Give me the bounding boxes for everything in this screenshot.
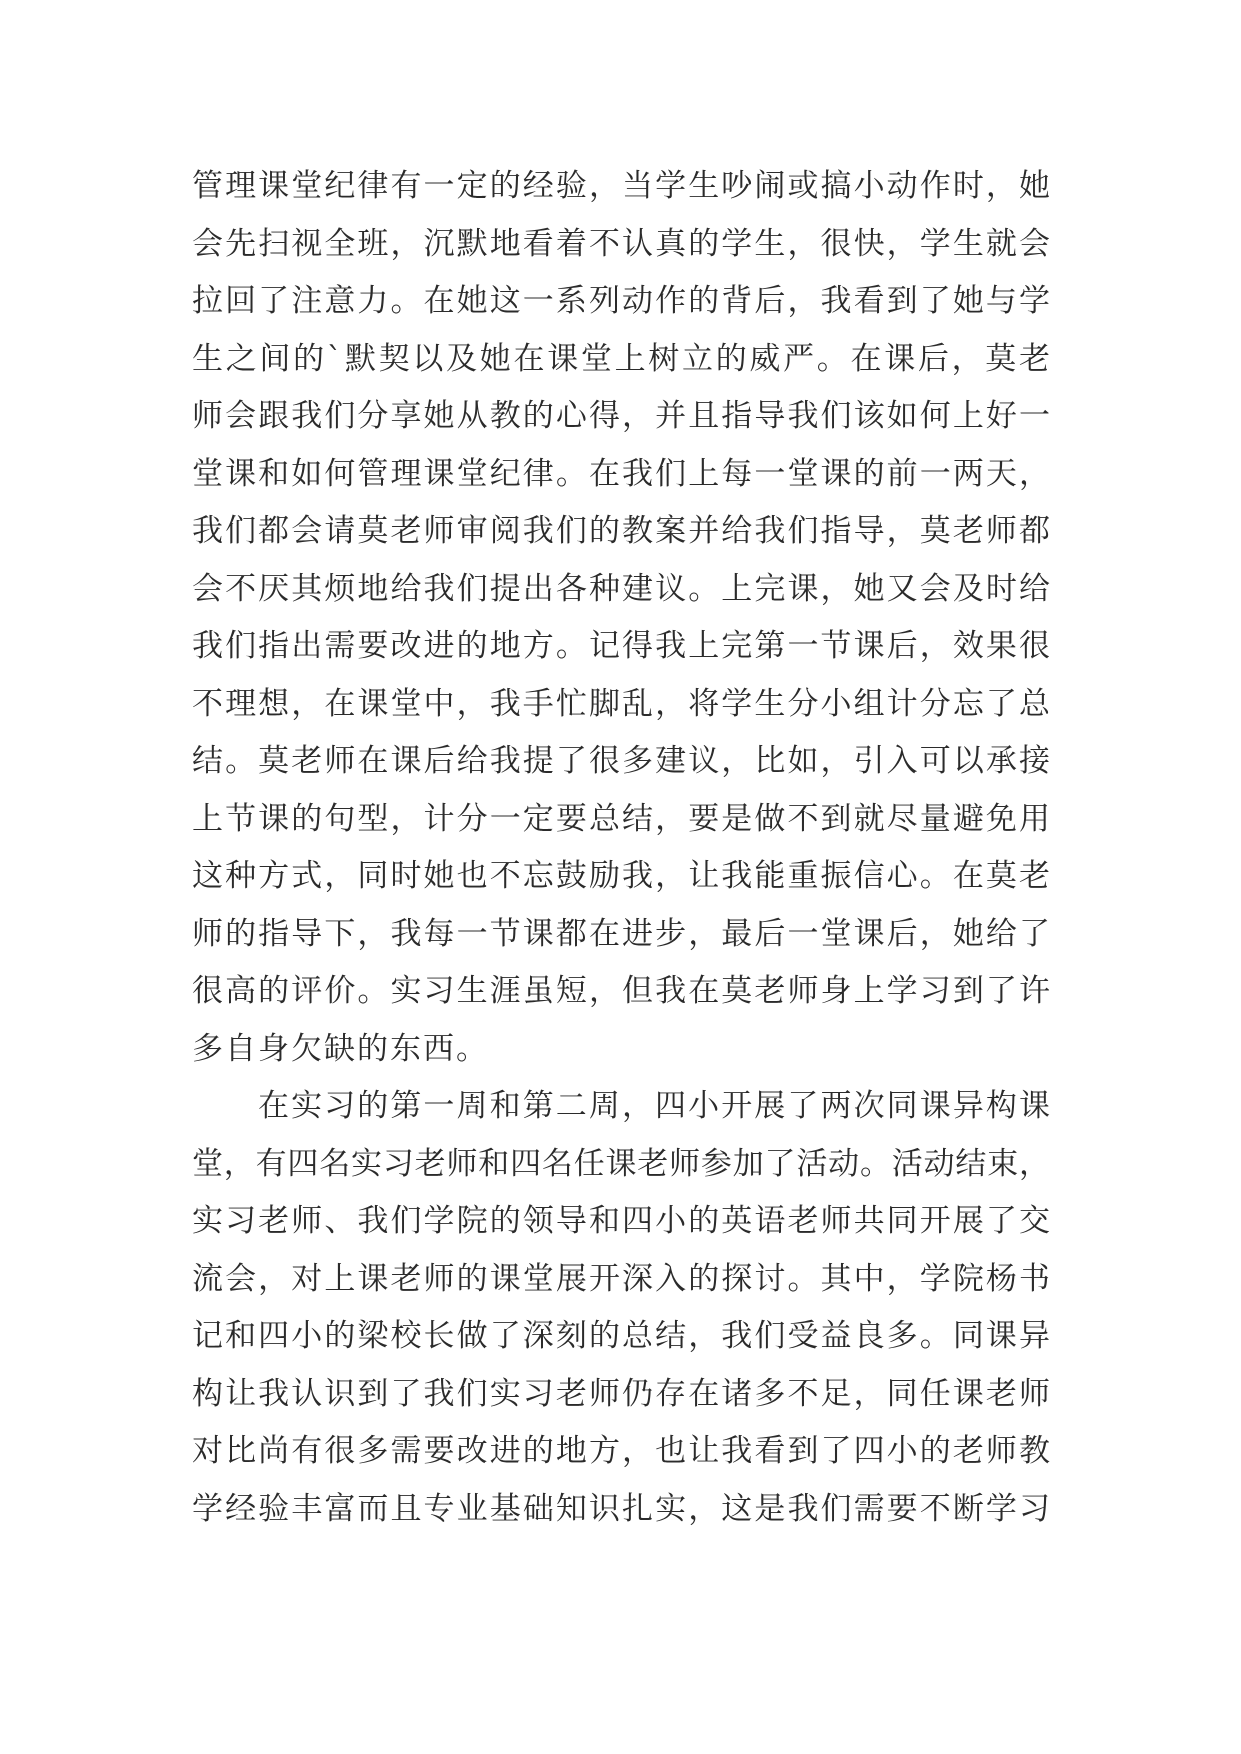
text-line: 会不厌其烦地给我们提出各种建议。上完课，她又会及时给 (192, 570, 1050, 607)
text-line: 师会跟我们分享她从教的心得，并且指导我们该如何上好一 (192, 398, 1050, 434)
text-line: 结。莫老师在课后给我提了很多建议，比如，引入可以承接 (192, 743, 1050, 779)
text-line: 这种方式，同时她也不忘鼓励我，让我能重振信心。在莫老 (192, 858, 1050, 894)
text-line: 记和四小的梁校长做了深刻的总结，我们受益良多。同课异 (192, 1318, 1050, 1354)
text-line: 管理课堂纪律有一定的经验，当学生吵闹或搞小动作时，她 (192, 168, 1050, 204)
text-line: 师的指导下，我每一节课都在进步，最后一堂课后，她给了 (192, 915, 1050, 952)
text-line: 上节课的句型，计分一定要总结，要是做不到就尽量避免用 (192, 800, 1050, 837)
paragraph-2 (192, 1078, 1050, 1538)
text-line: 构让我认识到了我们实习老师仍存在诸多不足，同任课老师 (192, 1375, 1050, 1412)
text-line: 实习老师、我们学院的领导和四小的英语老师共同开展了交 (192, 1203, 1050, 1239)
text-line: 多自身欠缺的东西。 (192, 1030, 489, 1067)
text-line: 我们指出需要改进的地方。记得我上完第一节课后，效果很 (192, 628, 1050, 664)
text-line: 拉回了注意力。在她这一系列动作的背后，我看到了她与学 (192, 283, 1050, 319)
text-line: 堂课和如何管理课堂纪律。在我们上每一堂课的前一两天， (192, 455, 1050, 492)
text-line: 堂，有四名实习老师和四名任课老师参加了活动。活动结束， (192, 1145, 1050, 1182)
text-line: 会先扫视全班，沉默地看着不认真的学生，很快，学生就会 (192, 225, 1050, 262)
text-line: 学经验丰富而且专业基础知识扎实，这是我们需要不断学习 (192, 1490, 1050, 1527)
document-body (192, 158, 1050, 1538)
text-line: 流会，对上课老师的课堂展开深入的探讨。其中，学院杨书 (192, 1260, 1050, 1297)
text-line: 生之间的`默契以及她在课堂上树立的威严。在课后，莫老 (192, 340, 1050, 377)
paragraph-1 (192, 158, 1050, 1078)
text-line: 对比尚有很多需要改进的地方，也让我看到了四小的老师教 (192, 1433, 1050, 1469)
text-line: 不理想，在课堂中，我手忙脚乱，将学生分小组计分忘了总 (192, 685, 1050, 722)
text-line: 在实习的第一周和第二周，四小开展了两次同课异构课 (258, 1088, 1050, 1124)
text-line: 我们都会请莫老师审阅我们的教案并给我们指导，莫老师都 (192, 513, 1050, 549)
text-line: 很高的评价。实习生涯虽短，但我在莫老师身上学习到了许 (192, 973, 1050, 1009)
